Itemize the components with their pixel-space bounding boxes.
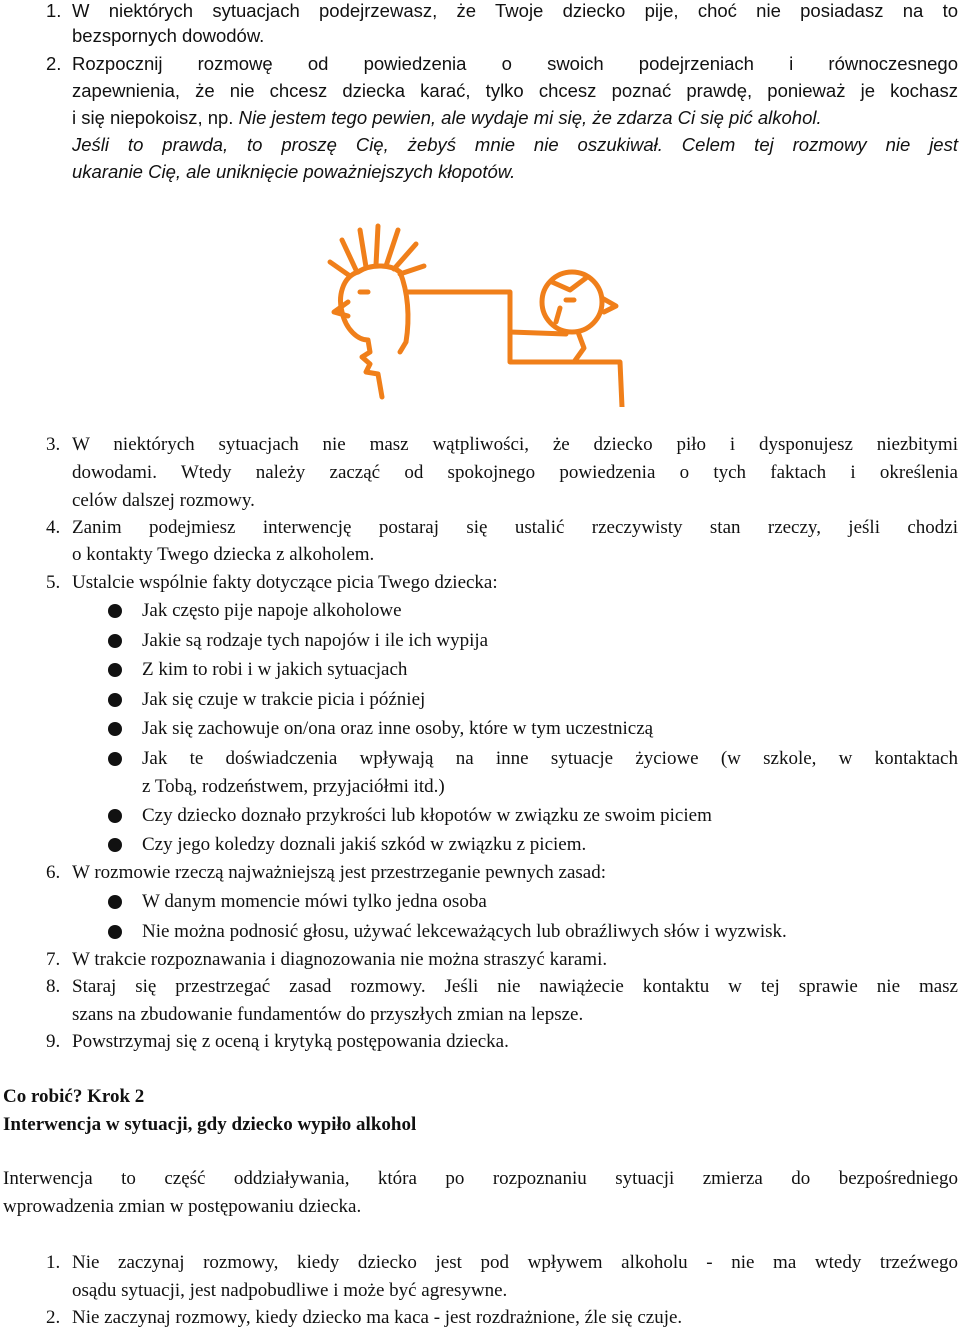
step2-list-number-1: 1. [46,1252,61,1273]
step2-intro-line1: Interwencja to część oddziaływania, która po rozpoznaniu sytuacji zmierza do bezpośredniego [3,1168,958,1189]
item2-line2: zapewnienia, że nie chcesz dziecka karać, tylko chcesz poznać prawdę, ponieważ je kochasz [72,80,958,101]
bullet-icon [108,809,122,823]
item5-bullet-2: Jakie są rodzaje tych napojów i ile ich wypija [142,630,489,651]
item5-bullet-4: Jak się czuje w trakcie picia i później [142,689,426,710]
item2-line1: Rozpocznij rozmowę od powiedzenia o swoich podejrzeniach i równoczesnego [72,53,958,74]
step2-intro-line2: wprowadzenia zmian w postępowaniu dziecka. [3,1196,362,1217]
item2-italic-line2: ukaranie Cię, ale uniknięcie poważniejszych kłopotów. [72,161,516,182]
item2-line3 [72,104,822,133]
item6-text: W rozmowie rzeczą najważniejszą jest przestrzeganie pewnych zasad: [72,862,607,883]
item1-line2: bezspornych dowodów. [72,25,265,46]
item2-line3-plain: i się niepokoisz, np. [72,107,239,128]
bullet-icon [108,604,122,618]
item8-line2: szans na zbudowanie fundamentów do przyszłych zmian na lepsze. [72,1004,584,1025]
bullet-icon [108,838,122,852]
step2-heading: Co robić? Krok 2 [3,1086,145,1107]
item7-text: W trakcie rozpoznawania i diagnozowania nie można straszyć karami. [72,949,608,970]
list-number-5: 5. [46,572,61,593]
bullet-icon [108,634,122,648]
bullet-icon [108,663,122,677]
bullet-icon [108,693,122,707]
list-number-6: 6. [46,862,61,883]
item4-line2: o kontakty Twego dziecka z alkoholem. [72,544,375,565]
bullet-icon [108,925,122,939]
item5-bullet-3: Z kim to robi i w jakich sytuacjach [142,659,408,680]
list-number-2: 2. [46,53,62,74]
list-number-4: 4. [46,517,61,538]
list-number-8: 8. [46,976,61,997]
item3-line2: dowodami. Wtedy należy zacząć od spokojnego powiedzenia o tych faktach i określenia [72,462,958,483]
step2-item1-line2: osądu sytuacji, jest nadpobudliwe i może być agresywne. [72,1280,508,1301]
item5-bullet-7: Czy dziecko doznało przykrości lub kłopotów w związku ze swoim piciem [142,805,712,826]
item9-text: Powstrzymaj się z oceną i krytyką postępowania dziecka. [72,1031,509,1052]
step2-subheading: Interwencja w sytuacji, gdy dziecko wypiło alkohol [3,1114,417,1135]
item5-bullet-6-line1: Jak te doświadczenia wpływają na inne sytuacje życiowe (w szkole, w kontaktach [142,748,958,769]
item5-bullet-5: Jak się zachowuje on/ona oraz inne osoby, które w tym uczestniczą [142,718,654,739]
item3-line1: W niektórych sytuacjach nie masz wątpliwości, że dziecko piło i dysponujesz niezbitymi [72,434,958,455]
item5-bullet-1: Jak często pije napoje alkoholowe [142,600,402,621]
item2-line3-italic: Nie jestem tego pewien, ale wydaje mi się, że zdarza Ci się pić alkohol. [238,107,822,128]
item4-line1: Zanim podejmiesz interwencję postaraj się ustalić rzeczywisty stan rzeczy, jeśli chodzi [72,517,958,538]
bullet-icon [108,752,122,766]
step2-list-number-2: 2. [46,1307,61,1328]
item5-text: Ustalcie wspólnie fakty dotyczące picia Twego dziecka: [72,572,498,593]
two-heads-drawing-icon [320,212,650,407]
item6-bullet-1: W danym momencie mówi tylko jedna osoba [142,891,487,912]
item8-line1: Staraj się przestrzegać zasad rozmowy. Jeśli nie nawiążecie kontaktu w tej sprawie nie masz [72,976,958,997]
list-number-3: 3. [46,434,61,455]
step2-item2-text: Nie zaczynaj rozmowy, kiedy dziecko ma kaca - jest rozdrażnione, źle się czuje. [72,1307,683,1328]
item2-italic-line1: Jeśli to prawda, to proszę Cię, żebyś mnie nie oszukiwał. Celem tej rozmowy nie jest [72,134,958,155]
list-number-7: 7. [46,949,61,970]
item5-bullet-6-line2: z Tobą, rodzeństwem, przyjaciółmi itd.) [142,776,445,797]
list-number-9: 9. [46,1031,61,1052]
bullet-icon [108,722,122,736]
list-number-1: 1. [46,0,62,21]
step2-item1-line1: Nie zaczynaj rozmowy, kiedy dziecko jest pod wpływem alkoholu - nie ma wtedy trzeźwego [72,1252,958,1273]
bullet-icon [108,895,122,909]
item5-bullet-8: Czy jego koledzy doznali jakiś szkód w związku z piciem. [142,834,587,855]
item3-line3: celów dalszej rozmowy. [72,490,255,511]
item1-line1: W niektórych sytuacjach podejrzewasz, że Twoje dziecko pije, choć nie posiadasz na to [72,0,958,21]
item6-bullet-2: Nie można podnosić głosu, używać lekceważących lub obraźliwych słów i wyzwisk. [142,921,787,942]
